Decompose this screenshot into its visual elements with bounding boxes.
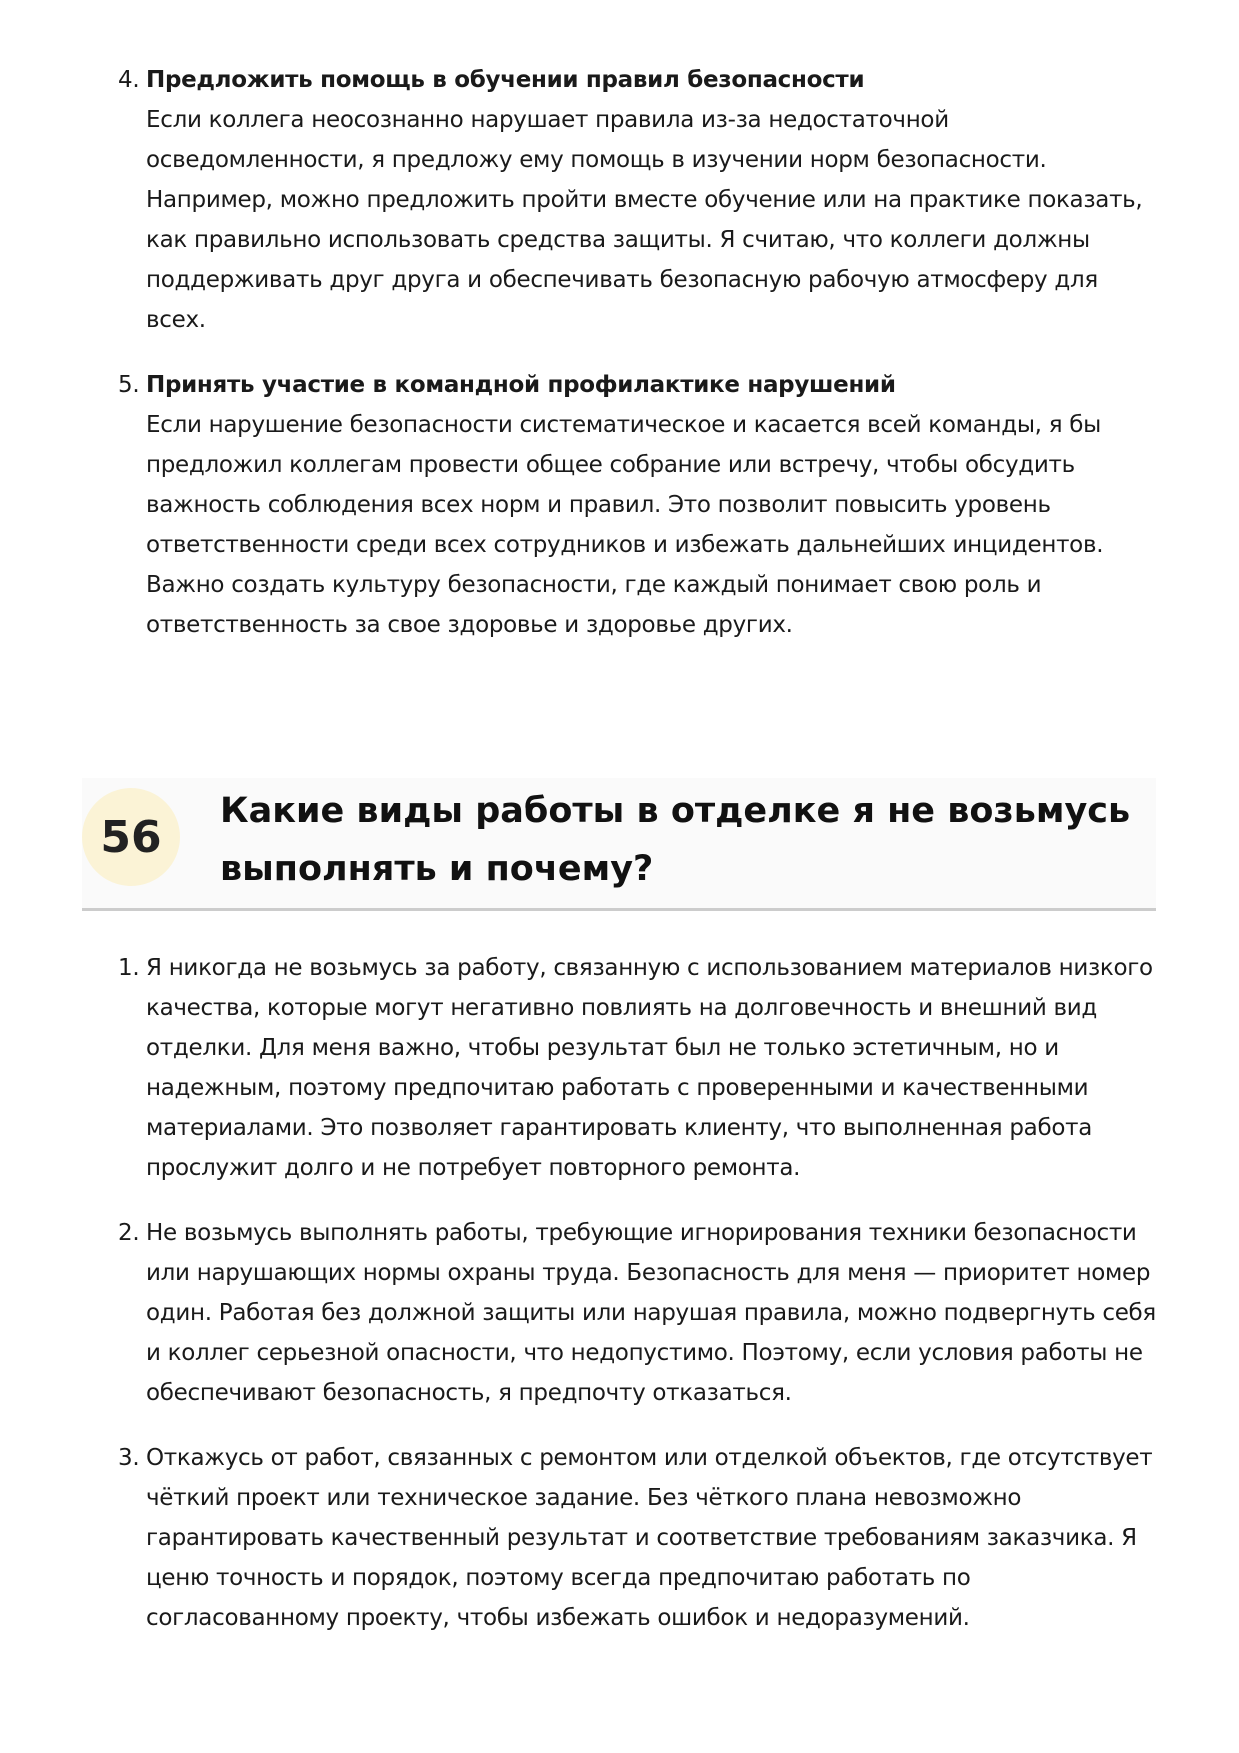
item-number: 1. — [118, 955, 140, 981]
section-header — [82, 778, 1156, 911]
section-number-badge: 56 — [82, 788, 180, 886]
section-answer-list — [0, 948, 1156, 1638]
section-title: Какие виды работы в отделке я не возьмусь выполнять и почему? — [220, 791, 1131, 889]
item-number: 5. — [118, 372, 140, 398]
list-item — [0, 948, 1156, 1188]
item-text: Я никогда не возьмусь за работу, связанную с использованием материалов низкого качества, которые могут негативно повлиять на долговечность и внешний вид отделки. Для меня важно, чтобы результат был не только эстетичным, но и надежным, поэтому предпочитаю работать с проверенными и качественными материалами. Это позволяет гарантировать клиенту, что выполненная работа прослужит долго и не потребует повторного ремонта. — [146, 955, 1153, 1181]
item-title: Принять участие в командной профилактике нарушений — [146, 372, 896, 398]
item-text: Не возьмусь выполнять работы, требующие игнорирования техники безопасности или нарушающих нормы охраны труда. Безопасность для меня — приоритет номер один. Работая без должной защиты или нарушая правила, можно подвергнуть себя и коллег серьезной опасности, что недопустимо. Поэтому, если условия работы не обеспечивают безопасность, я предпочту отказаться. — [146, 1220, 1156, 1406]
list-item — [0, 60, 1156, 340]
list-item — [0, 365, 1156, 645]
item-number: 4. — [118, 67, 140, 93]
item-number: 3. — [118, 1445, 140, 1471]
item-text: Если нарушение безопасности систематическое и касается всей команды, я бы предложил коллегам провести общее собрание или встречу, чтобы обсудить важность соблюдения всех норм и правил. Это позволит повысить уровень ответственности среди всех сотрудников и избежать дальнейших инцидентов. Важно создать культуру безопасности, где каждый понимает свою роль и ответственность за свое здоровье и здоровье других. — [146, 412, 1104, 638]
item-number: 2. — [118, 1220, 140, 1246]
item-text: Если коллега неосознанно нарушает правила из-за недостаточной осведомленности, я предложу ему помощь в изучении норм безопасности. Например, можно предложить пройти вместе обучение или на практике показать, как правильно использовать средства защиты. Я считаю, что коллеги должны поддерживать друг друга и обеспечивать безопасную рабочую атмосферу для всех. — [146, 107, 1143, 333]
item-text: Откажусь от работ, связанных с ремонтом или отделкой объектов, где отсутствует чёткий проект или техническое задание. Без чёткого плана невозможно гарантировать качественный результат и соответствие требованиям заказчика. Я ценю точность и порядок, поэтому всегда предпочитаю работать по согласованному проекту, чтобы избежать ошибок и недоразумений. — [146, 1445, 1153, 1631]
list-item — [0, 1213, 1156, 1413]
item-title: Предложить помощь в обучении правил безопасности — [146, 67, 865, 93]
list-item — [0, 1438, 1156, 1638]
previous-section-list — [0, 60, 1156, 645]
